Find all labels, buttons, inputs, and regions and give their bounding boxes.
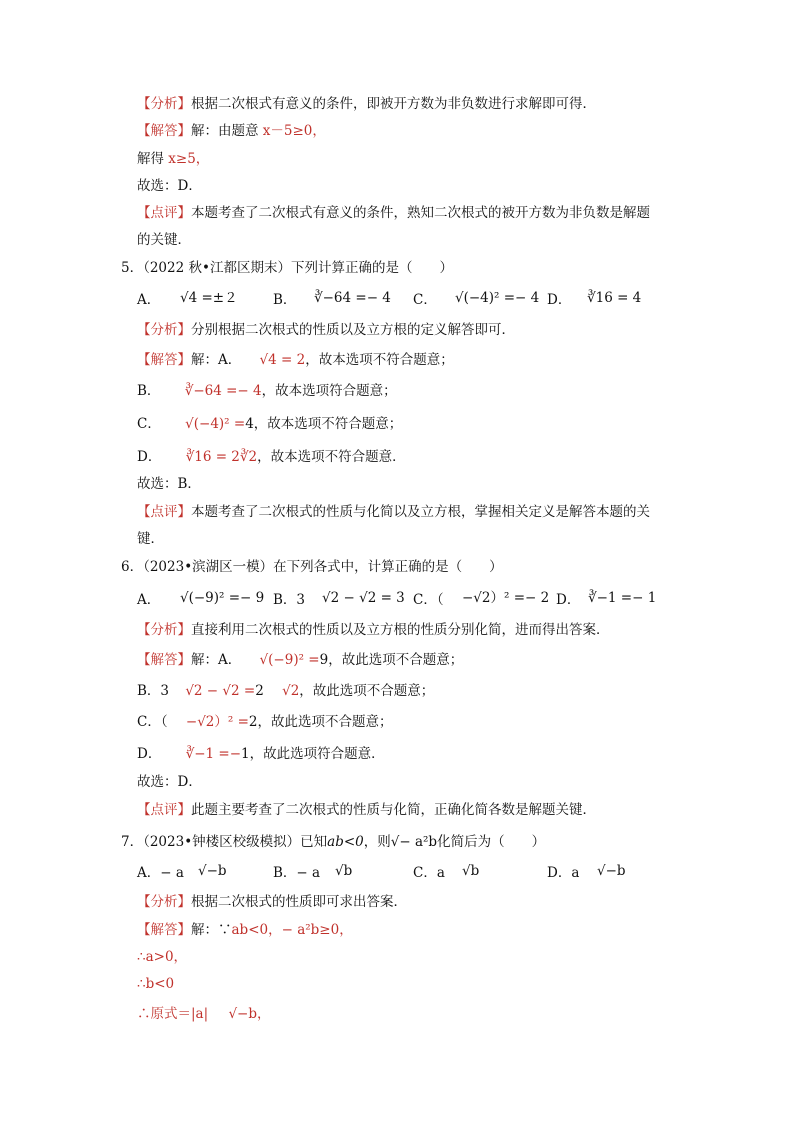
answer-label: D． [137,449,162,465]
q6-option-b-label: B．3 [273,592,306,608]
comment-line-2: 的关键． [137,232,191,248]
q7-answer [137,920,353,940]
q6-answer-a [137,650,463,670]
q7-analysis [137,892,407,912]
answer-text: 9，故此选项不合题意； [319,652,464,668]
q7-option-a: √−b [198,863,227,879]
q5-choose: 故选：B． [137,476,201,492]
step-text: ∴原式＝|a| [137,1006,209,1022]
answer-math: √(−4)² = [185,416,246,432]
q7-option-b-label: B．− a [273,865,321,881]
q6-option-c-label: C．（ [413,592,444,608]
q6-answer-d [137,744,385,764]
q6-option-b: √2 − √2 = 3 [322,590,405,606]
answer-math: ∛−1 =− [185,746,242,762]
answer-text: ，故本选项不符合题意． [257,449,406,465]
answer-label: B．3 [137,683,170,699]
answer-text: ，故此选项不合题意； [299,683,435,699]
analysis-text: 根据二次根式的性质即可求出答案． [191,894,407,910]
q7-stem-text: ，则 [363,834,391,850]
q7-stem-text: 化简后为（ ） [437,834,546,850]
answer-text: 解：由题意 [191,123,259,139]
answer-math: ∛16 = 2∛2 [185,449,258,465]
solve-text: 解得 [137,151,164,167]
analysis-text: 根据二次根式有意义的条件，即被开方数为非负数进行求解即可得． [191,96,596,112]
answer-label: D． [137,746,162,762]
analysis-text: 分别根据二次根式的性质以及立方根的定义解答即可． [191,322,515,338]
q5-option-c: √(−4)² =− 4 [455,290,540,306]
comment-tag: 【点评】 [137,205,191,221]
answer-math: √4 = 2 [259,352,306,368]
answer-text: 2 [255,683,264,699]
q7-step-2: ∴b<0 [137,976,175,992]
q7-option-a-label: A．− a [137,865,184,881]
q5-analysis [137,320,515,340]
q7-option-c-label: C．a [413,865,445,881]
q6-analysis [137,620,610,640]
q6-option-d: ∛−1 =− 1 [588,590,657,606]
answer-text: ，故本选项符合题意； [261,383,397,399]
step-math: √−b， [228,1006,271,1022]
q5-option-d: ∛16 = 4 [587,290,642,306]
q6-answer-c [137,712,393,732]
answer-math: ab<0，− a²b≥0， [231,922,353,938]
answer-text: 解：A． [191,652,242,668]
q5-option-c-label: C． [413,292,437,308]
q5-answer-c [137,414,402,434]
answer-label: C． [137,416,161,432]
q7-option-d: √−b [597,863,626,879]
answer-text: 2，故此选项不合题意； [248,714,393,730]
q6-stem: 6．（2023•滨湖区一模）在下列各式中，计算正确的是（ ） [121,559,503,575]
answer-math: x－5≥0， [262,123,326,139]
q5-option-d-label: D． [547,292,572,308]
q7-step-3 [137,1004,271,1024]
answer-math: √2 [282,683,300,699]
answer-math: √2 − √2 = [185,683,256,699]
comment-text: 此题主要考查了二次根式的性质与化简，正确化简各数是解题关键． [191,802,596,818]
answer-text: 1，故此选项符合题意． [241,746,385,762]
q6-option-a-label: A． [137,592,161,608]
analysis-text: 直接利用二次根式的性质以及立方根的性质分别化简，进而得出答案． [191,622,610,638]
answer-label: B． [137,383,161,399]
q6-answer-b [137,681,434,701]
comment-text: 本题考查了二次根式有意义的条件，熟知二次根式的被开方数为非负数是解题 [191,205,650,221]
q7-stem-math: ab<0 [327,834,364,850]
answer-tag: 【解答】 [137,123,191,139]
answer-tag: 【解答】 [137,652,191,668]
q6-option-a: √(−9)² =− 9 [180,590,265,606]
comment-text: 本题考查了二次根式的性质与化简以及立方根，掌握相关定义是解答本题的关 [191,504,650,520]
q5-option-a-label: A． [137,292,161,308]
analysis-tag: 【分析】 [137,96,191,112]
analysis-line [137,94,596,114]
q7-stem-radical: √− a²b [390,834,438,850]
q6-option-c: −√2）² =− 2 [462,590,550,606]
answer-math: √(−9)² = [259,652,320,668]
q7-option-b: √b [335,863,353,879]
q6-comment [137,800,596,820]
analysis-tag: 【分析】 [137,622,191,638]
q5-stem: 5．（2022 秋•江都区期末）下列计算正确的是（ ） [121,260,453,276]
answer-text: 解：∵ [191,922,232,938]
answer-text: 解：A． [191,352,242,368]
choose-line: 故选：D． [137,178,202,194]
solve-math: x≥5， [168,151,210,167]
analysis-tag: 【分析】 [137,894,191,910]
q5-answer-a [137,350,454,370]
q5-option-a: √4 =±２ [180,290,238,306]
answer-line [137,121,326,141]
answer-tag: 【解答】 [137,352,191,368]
answer-label: C．（ [137,714,168,730]
q5-comment-2: 键． [137,531,164,547]
analysis-tag: 【分析】 [137,322,191,338]
comment-tag: 【点评】 [137,504,191,520]
answer-text: ，故本选项不符合题意； [305,352,454,368]
comment-line [137,203,650,223]
q7-stem [121,832,545,852]
answer-math: −√2）² = [185,714,249,730]
q5-answer-d [137,447,406,467]
q7-option-c: √b [462,863,480,879]
q5-answer-b [137,381,397,401]
q5-option-b: ∛−64 =− 4 [314,290,391,306]
q5-option-b-label: B． [273,292,297,308]
answer-text: 4，故本选项不符合题意； [245,416,403,432]
q7-step-1: ∴a>0， [137,949,188,965]
solve-line [137,149,209,169]
comment-tag: 【点评】 [137,802,191,818]
q6-option-d-label: D． [556,592,581,608]
answer-tag: 【解答】 [137,922,191,938]
q5-comment [137,502,650,522]
q7-option-d-label: D．a [547,865,580,881]
answer-math: ∛−64 =− 4 [184,383,262,399]
q6-choose: 故选：D． [137,774,202,790]
q7-stem-text: 7．（2023•钟楼区校级模拟）已知 [121,834,328,850]
